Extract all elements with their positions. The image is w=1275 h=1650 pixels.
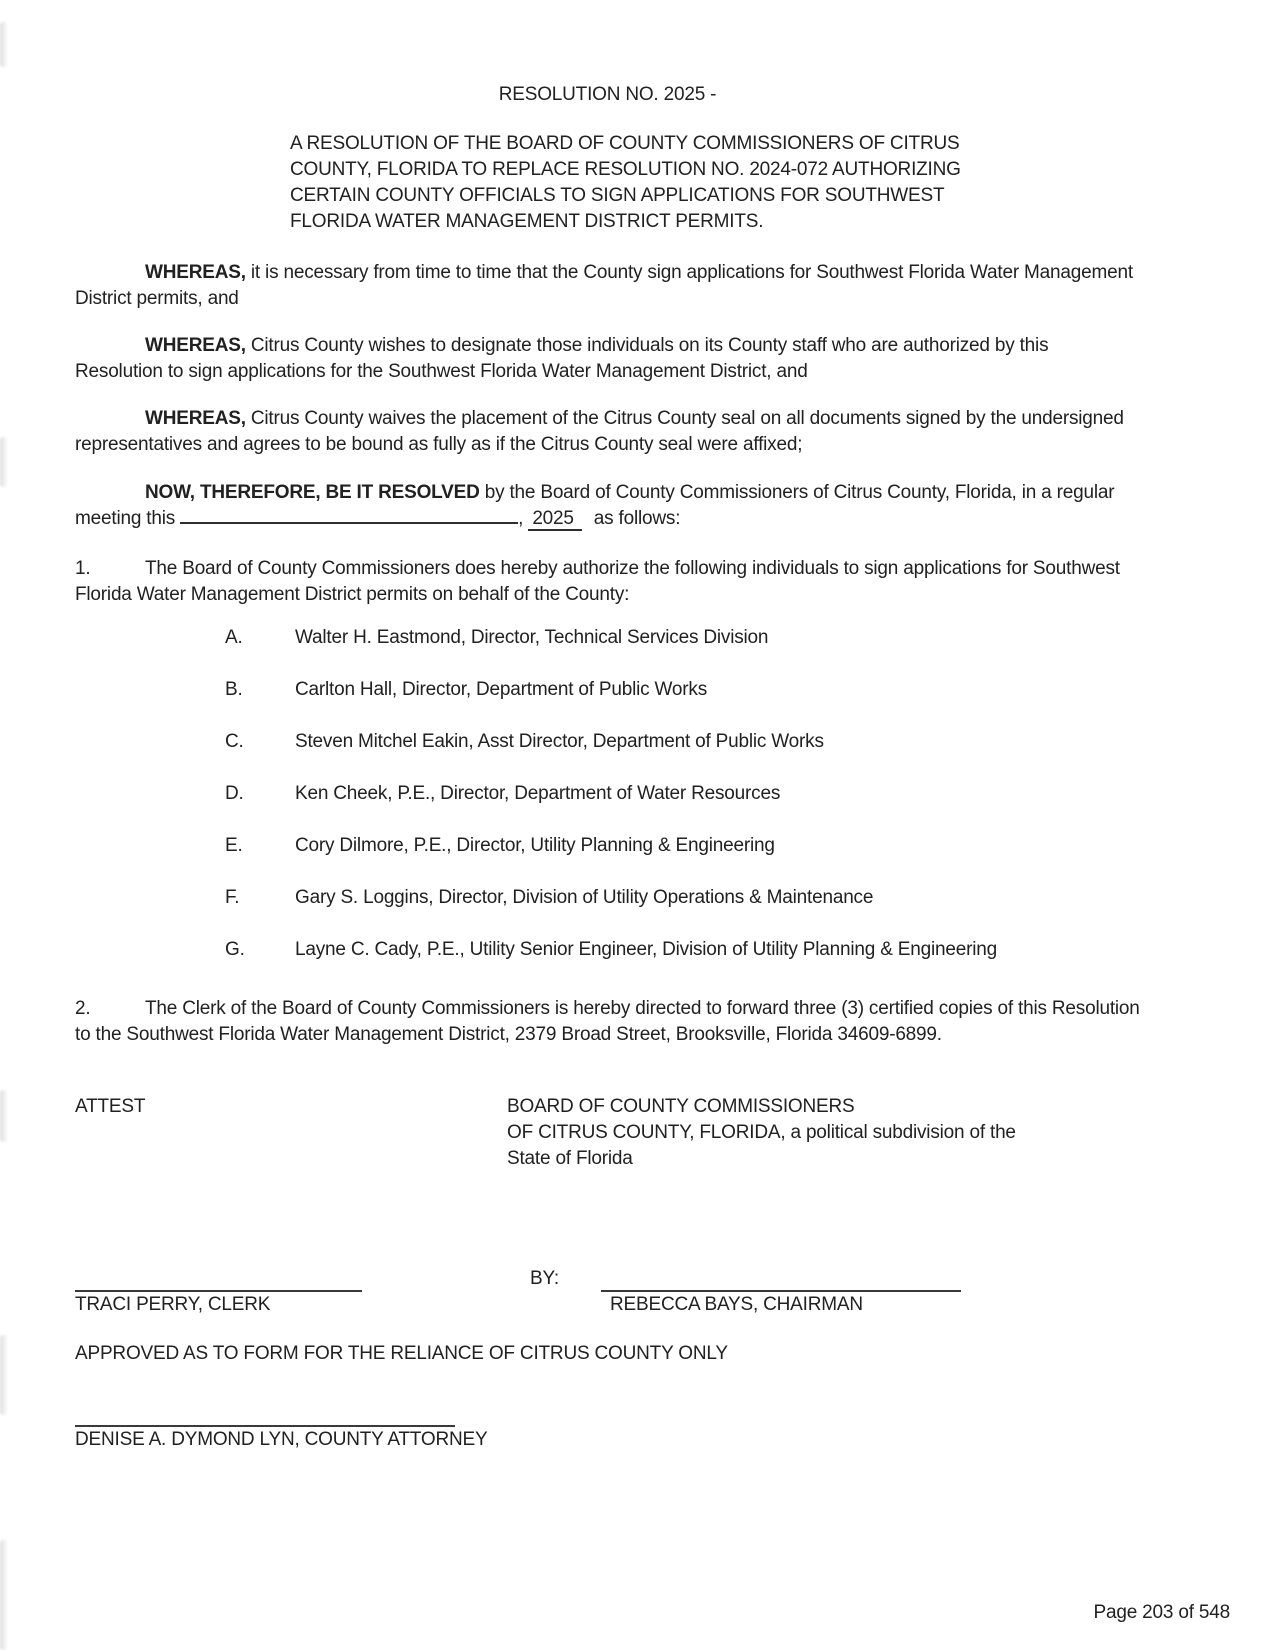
list-item-name: Walter H. Eastmond, Director, Technical Services Division	[295, 627, 769, 648]
chairman-name: REBECCA BAYS, CHAIRMAN	[610, 1294, 863, 1315]
board-identification	[507, 1094, 1140, 1172]
board-line: BOARD OF COUNTY COMMISSIONERS	[507, 1096, 855, 1117]
board-line: OF CITRUS COUNTY, FLORIDA, a political subdivision of the	[507, 1122, 1016, 1143]
by-row	[530, 1264, 1140, 1292]
item-1	[75, 556, 1140, 608]
whereas-lead: WHEREAS,	[145, 262, 246, 283]
board-line: State of Florida	[507, 1148, 633, 1169]
list-item-name: Layne C. Cady, P.E., Utility Senior Engineer, Division of Utility Planning & Engineering	[295, 939, 997, 960]
resolved-comma: ,	[518, 508, 524, 529]
resolved-lead: NOW, THEREFORE, BE IT RESOLVED	[145, 482, 480, 503]
chairman-signature-line	[601, 1264, 961, 1292]
whereas-text: Citrus County waives the placement of the Citrus County seal on all documents signed by the undersigned representatives and agrees to be bound as fully as if the Citrus County seal were affixed;	[75, 408, 1124, 455]
list-item	[75, 885, 1140, 911]
list-item	[75, 625, 1140, 651]
attorney-name: DENISE A. DYMOND LYN, COUNTY ATTORNEY	[75, 1429, 488, 1450]
clerk-signature-block	[75, 1264, 507, 1318]
whereas-clause-3	[75, 406, 1140, 458]
approval-statement: APPROVED AS TO FORM FOR THE RELIANCE OF CITRUS COUNTY ONLY	[75, 1343, 728, 1364]
page-number-indicator: Page 203 of 548	[1093, 1602, 1230, 1623]
attest-board-row	[75, 1094, 1140, 1172]
whereas-lead: WHEREAS,	[145, 335, 246, 356]
list-item-letter: D.	[225, 783, 244, 804]
by-label: BY:	[530, 1268, 559, 1289]
whereas-clause-2	[75, 333, 1140, 385]
chairman-signature-block	[507, 1264, 1140, 1318]
resolution-number-title: RESOLUTION NO. 2025 -	[498, 84, 717, 105]
whereas-text: Citrus County wishes to designate those individuals on its County staff who are authorized by this Resolution to sign applications for the Southwest Florida Water Management District, and	[75, 335, 1049, 382]
list-item-name: Steven Mitchel Eakin, Asst Director, Department of Public Works	[295, 731, 824, 752]
list-item-name: Carlton Hall, Director, Department of Public Works	[295, 679, 708, 700]
item-number: 2.	[75, 998, 91, 1019]
attorney-signature-block	[75, 1399, 1140, 1453]
list-item	[75, 729, 1140, 755]
list-item-letter: A.	[225, 627, 243, 648]
item-text: The Clerk of the Board of County Commissioners is hereby directed to forward three (3) certified copies of this Resolution to the Southwest Florida Water Management District, 2379 Broad Street, Brooksville, Florida 34609-6899.	[75, 998, 1140, 1045]
whereas-text: it is necessary from time to time that the County sign applications for Southwest Florida Water Management District permits, and	[75, 262, 1133, 309]
resolved-text: by the Board of County Commissioners of Citrus County, Florida, in a regular meeting this	[75, 482, 1115, 529]
item-number: 1.	[75, 558, 91, 579]
list-item	[75, 833, 1140, 859]
whereas-clause-1	[75, 260, 1140, 312]
attest-label: ATTEST	[75, 1096, 146, 1117]
list-item	[75, 937, 1140, 963]
list-item-name: Cory Dilmore, P.E., Director, Utility Planning & Engineering	[295, 835, 775, 856]
attorney-signature-line	[75, 1399, 455, 1427]
resolved-clause	[75, 480, 1140, 532]
scan-artifact	[0, 1335, 8, 1415]
list-item-letter: C.	[225, 731, 244, 752]
whereas-lead: WHEREAS,	[145, 408, 246, 429]
list-item	[75, 781, 1140, 807]
list-item-letter: F.	[225, 887, 240, 908]
list-item-letter: B.	[225, 679, 243, 700]
list-item-letter: G.	[225, 939, 245, 960]
list-item-letter: E.	[225, 835, 243, 856]
scan-artifact	[0, 437, 8, 487]
clerk-signature-line	[75, 1264, 362, 1292]
scan-artifact	[0, 1540, 8, 1650]
meeting-date-blank-line	[180, 522, 518, 524]
item-2	[75, 996, 1140, 1048]
item-text: The Board of County Commissioners does hereby authorize the following individuals to sign applications for Southwest Florida Water Management District permits on behalf of the County:	[75, 558, 1120, 605]
resolution-subject: A RESOLUTION OF THE BOARD OF COUNTY COMMISSIONERS OF CITRUS COUNTY, FLORIDA TO REPLACE RESOLUTION NO. 2024-072 AUTHORIZING CERTAIN COUNTY OFFICIALS TO SIGN APPLICATIONS FOR SOUTHWEST FLORIDA WATER MANAGEMENT DISTRICT PERMITS.	[290, 133, 961, 232]
authorized-individuals-list	[75, 625, 1140, 963]
list-item-name: Gary S. Loggins, Director, Division of Utility Operations & Maintenance	[295, 887, 874, 908]
clerk-name: TRACI PERRY, CLERK	[75, 1294, 271, 1315]
list-item	[75, 677, 1140, 703]
list-item-name: Ken Cheek, P.E., Director, Department of Water Resources	[295, 783, 781, 804]
resolved-text-after: as follows:	[593, 508, 681, 529]
resolved-year: 2025	[528, 508, 581, 531]
signature-row	[75, 1264, 1140, 1318]
scan-artifact	[0, 22, 8, 67]
scan-artifact	[0, 1090, 8, 1142]
